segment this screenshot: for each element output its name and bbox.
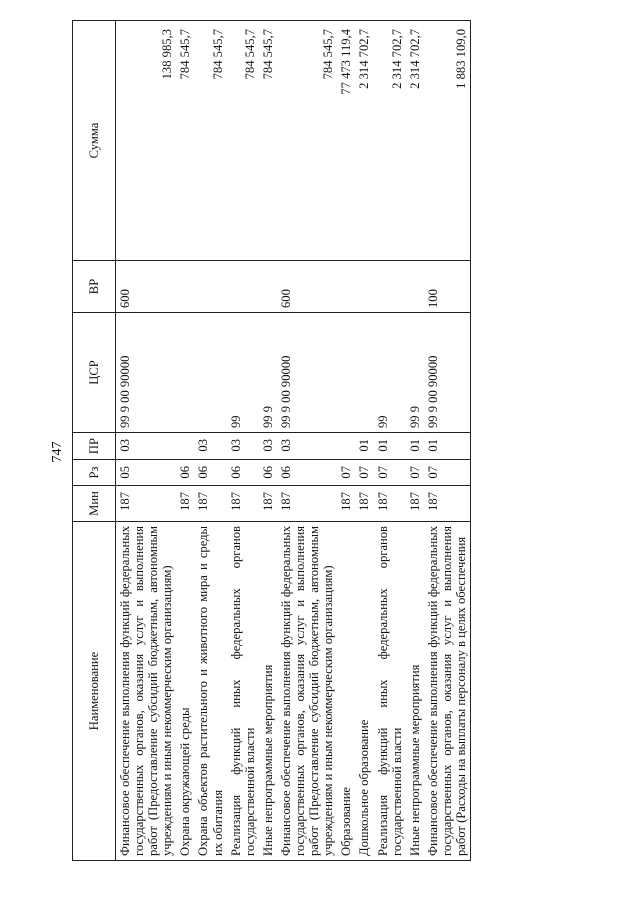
- cell-min: 187: [406, 486, 424, 522]
- cell-pr: 03: [259, 433, 277, 460]
- cell-min: 187: [194, 486, 226, 522]
- cell-csr: 99: [227, 313, 259, 433]
- header-sum: Сумма: [73, 21, 116, 261]
- cell-min: 187: [374, 486, 406, 522]
- cell-sum: 138 985,3: [116, 21, 177, 261]
- cell-csr: [337, 313, 355, 433]
- cell-rz: 05: [116, 460, 177, 486]
- cell-min: 187: [337, 486, 355, 522]
- cell-vr: [176, 261, 194, 313]
- cell-vr: [406, 261, 424, 313]
- cell-csr: [355, 313, 373, 433]
- cell-csr: 99 9: [259, 313, 277, 433]
- cell-min: 187: [355, 486, 373, 522]
- header-row: [73, 21, 116, 861]
- cell-csr: 99 9 00 90000: [116, 313, 177, 433]
- cell-pr: 01: [406, 433, 424, 460]
- cell-name: Охрана окружающей среды: [176, 522, 194, 861]
- cell-name: Дошкольное образование: [355, 522, 373, 861]
- cell-name: Иные непрограммные мероприятия: [259, 522, 277, 861]
- cell-csr: 99 9 00 90000: [424, 313, 471, 433]
- cell-vr: [374, 261, 406, 313]
- table-row: [406, 21, 424, 861]
- cell-sum: 2 314 702,7: [374, 21, 406, 261]
- header-name: Наименование: [73, 522, 116, 861]
- cell-vr: [227, 261, 259, 313]
- table-row: [424, 21, 471, 861]
- header-min: Мин: [73, 486, 116, 522]
- cell-name: Охрана объектов растительного и животного мира и среды их обитания: [194, 522, 226, 861]
- cell-min: 187: [259, 486, 277, 522]
- header-rz: Рз: [73, 460, 116, 486]
- cell-min: 187: [424, 486, 471, 522]
- table-row: [194, 21, 226, 861]
- cell-sum: 2 314 702,7: [355, 21, 373, 261]
- table-row: [227, 21, 259, 861]
- cell-min: 187: [277, 486, 337, 522]
- table-row: [374, 21, 406, 861]
- cell-csr: 99: [374, 313, 406, 433]
- cell-vr: 600: [116, 261, 177, 313]
- table-row: [259, 21, 277, 861]
- page-number: 747: [50, 441, 65, 463]
- cell-name: Финансовое обеспечение выполнения функций федеральных государственных органов, оказания услуг и выполнения работ (Предоставление субсидий бюджетным, автономным учреждениям и иным некоммерческим организациям): [277, 522, 337, 861]
- cell-rz: 07: [355, 460, 373, 486]
- cell-sum: 784 545,7: [176, 21, 194, 261]
- cell-rz: 06: [176, 460, 194, 486]
- cell-vr: [355, 261, 373, 313]
- cell-pr: 01: [355, 433, 373, 460]
- cell-csr: [194, 313, 226, 433]
- table-row: [337, 21, 355, 861]
- cell-sum: 2 314 702,7: [406, 21, 424, 261]
- cell-min: 187: [176, 486, 194, 522]
- cell-sum: 784 545,7: [194, 21, 226, 261]
- cell-pr: 01: [424, 433, 471, 460]
- cell-pr: [337, 433, 355, 460]
- cell-rz: 06: [277, 460, 337, 486]
- cell-csr: 99 9: [406, 313, 424, 433]
- cell-vr: 100: [424, 261, 471, 313]
- cell-pr: 03: [116, 433, 177, 460]
- cell-pr: 03: [194, 433, 226, 460]
- cell-sum: 784 545,7: [277, 21, 337, 261]
- cell-pr: 03: [227, 433, 259, 460]
- cell-csr: 99 9 00 90000: [277, 313, 337, 433]
- cell-rz: 07: [424, 460, 471, 486]
- header-pr: ПР: [73, 433, 116, 460]
- header-vr: ВР: [73, 261, 116, 313]
- cell-pr: 01: [374, 433, 406, 460]
- table-row: [176, 21, 194, 861]
- cell-sum: 784 545,7: [259, 21, 277, 261]
- table-body: [116, 21, 471, 861]
- cell-csr: [176, 313, 194, 433]
- cell-rz: 06: [194, 460, 226, 486]
- cell-pr: 03: [277, 433, 337, 460]
- cell-name: Иные непрограммные мероприятия: [406, 522, 424, 861]
- table-row: [355, 21, 373, 861]
- cell-pr: [176, 433, 194, 460]
- cell-vr: 600: [277, 261, 337, 313]
- cell-name: Финансовое обеспечение выполнения функций федеральных государственных органов, оказания услуг и выполнения работ (Предоставление субсидий бюджетным, автономным учреждениям и иным некоммерческим организациям): [116, 522, 177, 861]
- cell-sum: 1 883 109,0: [424, 21, 471, 261]
- table-row: [116, 21, 177, 861]
- cell-rz: 06: [259, 460, 277, 486]
- cell-vr: [194, 261, 226, 313]
- cell-rz: 07: [406, 460, 424, 486]
- budget-table: [72, 20, 471, 861]
- cell-rz: 07: [337, 460, 355, 486]
- cell-name: Финансовое обеспечение выполнения функций федеральных государственных органов, оказания услуг и выполнения работ (Расходы на выплаты персоналу в целях обеспечения: [424, 522, 471, 861]
- table-row: [277, 21, 337, 861]
- cell-rz: 06: [227, 460, 259, 486]
- cell-name: Реализация функций иных федеральных органов государственной власти: [374, 522, 406, 861]
- cell-vr: [337, 261, 355, 313]
- cell-min: 187: [116, 486, 177, 522]
- cell-name: Реализация функций иных федеральных органов государственной власти: [227, 522, 259, 861]
- cell-name: Образование: [337, 522, 355, 861]
- cell-sum: 784 545,7: [227, 21, 259, 261]
- header-csr: ЦСР: [73, 313, 116, 433]
- cell-sum: 77 473 119,4: [337, 21, 355, 261]
- cell-rz: 07: [374, 460, 406, 486]
- cell-min: 187: [227, 486, 259, 522]
- cell-vr: [259, 261, 277, 313]
